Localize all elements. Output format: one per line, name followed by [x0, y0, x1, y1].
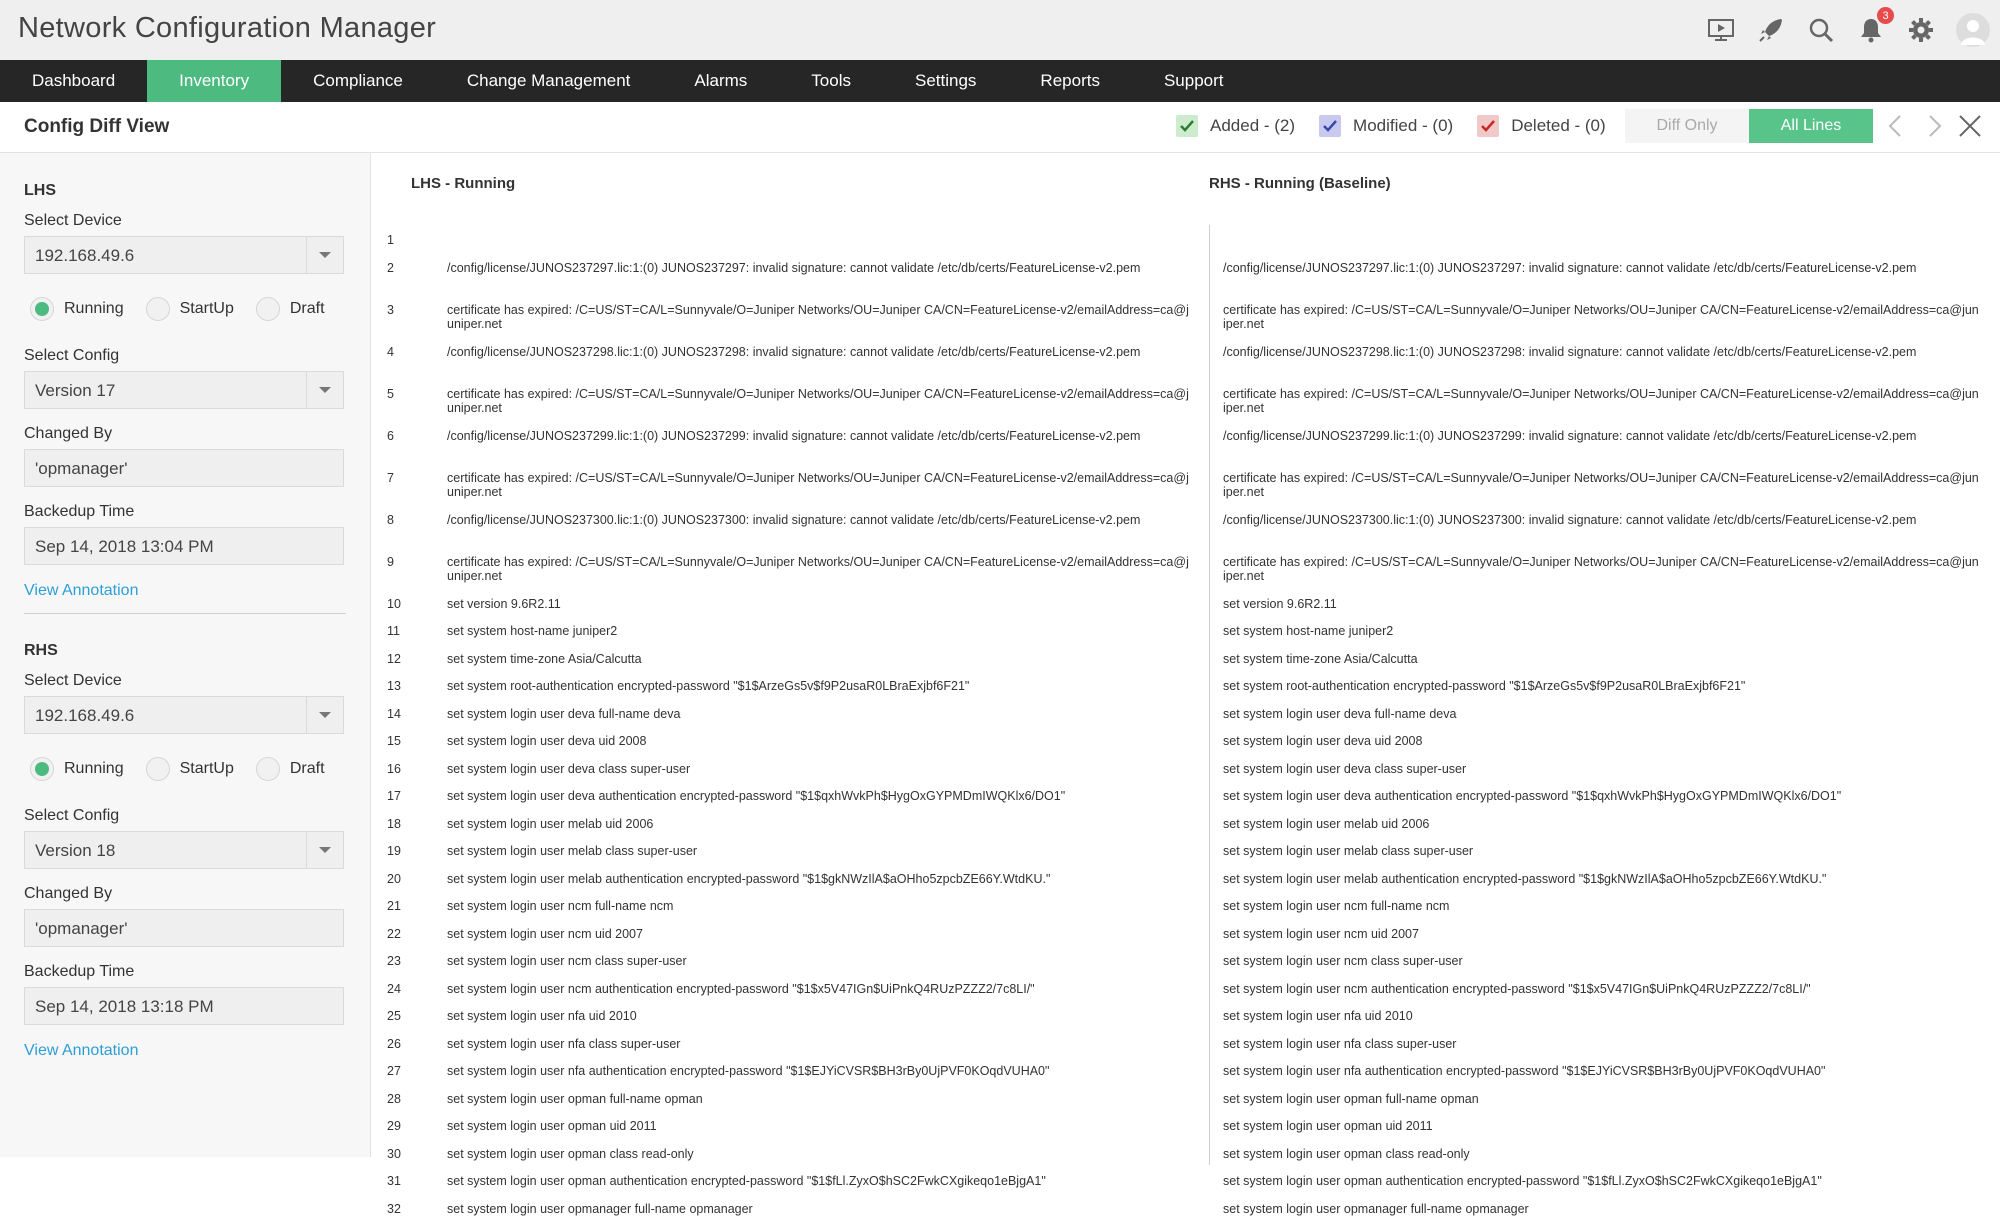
- diff-row: [371, 954, 2000, 982]
- nav-dashboard[interactable]: Dashboard: [0, 60, 147, 102]
- rhs-line-text: set system login user opman authentication encrypted-password "$1$fLl.ZyxO$hSC2FwkCXgikeqo1eBjgA1": [1223, 1174, 1981, 1188]
- line-number: 25: [387, 1009, 417, 1023]
- chevron-left-icon[interactable]: [1882, 112, 1910, 140]
- lhs-line-text: set system login user deva uid 2008: [447, 734, 1195, 748]
- diff-row: [371, 1009, 2000, 1037]
- lhs-line-text: certificate has expired: /C=US/ST=CA/L=Sunnyvale/O=Juniper Networks/OU=Juniper CA/CN=FeatureLicense-v2/emailAddress=ca@juniper.net: [447, 555, 1195, 583]
- rhs-changed-by-value: 'opmanager': [35, 919, 128, 939]
- line-number: 8: [387, 513, 417, 527]
- gear-icon[interactable]: [1906, 15, 1936, 45]
- deleted-checkbox[interactable]: [1477, 115, 1499, 137]
- rhs-radio-startup[interactable]: [146, 757, 234, 781]
- rhs-line-text: set system root-authentication encrypted-password "$1$ArzeGs5v$f9P2usaR0LBraExjbf6F21": [1223, 679, 1981, 693]
- sidebar-divider: [24, 613, 346, 614]
- line-number: 30: [387, 1147, 417, 1161]
- lhs-line-text: certificate has expired: /C=US/ST=CA/L=Sunnyvale/O=Juniper Networks/OU=Juniper CA/CN=FeatureLicense-v2/emailAddress=ca@juniper.net: [447, 303, 1195, 331]
- rhs-backup-time-label: Backedup Time: [24, 963, 134, 981]
- rhs-radio-running-label: Running: [64, 760, 124, 778]
- rhs-line-text: set system login user melab class super-user: [1223, 844, 1981, 858]
- diff-row: [371, 927, 2000, 955]
- rhs-line-text: set system login user deva authentication encrypted-password "$1$qxhWvkPh$HygOxGYPMDmIWQKlx6/DO1": [1223, 789, 1981, 803]
- lhs-line-text: set system login user opmanager full-name opmanager: [447, 1202, 1195, 1216]
- lhs-changed-by-label: Changed By: [24, 425, 112, 443]
- lhs-device-select[interactable]: [24, 236, 344, 274]
- rhs-changed-by-label: Changed By: [24, 885, 112, 903]
- line-number: 9: [387, 555, 417, 569]
- line-number: 5: [387, 387, 417, 401]
- diff-only-button[interactable]: Diff Only: [1625, 109, 1749, 143]
- chevron-right-icon[interactable]: [1920, 112, 1948, 140]
- rhs-line-text: set version 9.6R2.11: [1223, 597, 1981, 611]
- diff-row: [371, 1147, 2000, 1175]
- lhs-radio-draft[interactable]: [256, 297, 325, 321]
- diff-toolbar: [0, 102, 2000, 153]
- line-number: 14: [387, 707, 417, 721]
- rhs-line-text: set system login user deva uid 2008: [1223, 734, 1981, 748]
- line-number: 12: [387, 652, 417, 666]
- lhs-select-device-label: Select Device: [24, 212, 122, 230]
- lhs-changed-by-field: [24, 449, 344, 487]
- rhs-line-text: set system login user opmanager full-name opmanager: [1223, 1202, 1981, 1216]
- line-number: 18: [387, 817, 417, 831]
- avatar[interactable]: [1956, 13, 1990, 47]
- diff-row: [371, 707, 2000, 735]
- diff-row: [371, 982, 2000, 1010]
- page-title: Config Diff View: [24, 116, 169, 138]
- close-icon[interactable]: [1956, 112, 1984, 140]
- line-number: 7: [387, 471, 417, 485]
- line-number: 19: [387, 844, 417, 858]
- rhs-line-text: set system login user melab authentication encrypted-password "$1$gkNWzIlA$aOHho5zpcbZE66Y.WtdKU.": [1223, 872, 1981, 886]
- diff-row: [371, 1119, 2000, 1147]
- lhs-line-text: set system login user melab class super-user: [447, 844, 1195, 858]
- rhs-line-text: set system login user opman full-name opman: [1223, 1092, 1981, 1106]
- rhs-radio-draft[interactable]: [256, 757, 325, 781]
- rhs-line-text: set system login user opman uid 2011: [1223, 1119, 1981, 1133]
- radio-unchecked-icon[interactable]: [256, 757, 280, 781]
- line-number: 27: [387, 1064, 417, 1078]
- notification-badge: 3: [1877, 7, 1894, 24]
- line-number: 32: [387, 1202, 417, 1216]
- lhs-line-text: set system login user nfa class super-user: [447, 1037, 1195, 1051]
- lhs-config-type: [30, 297, 347, 321]
- diff-legend: [1176, 115, 1616, 137]
- lhs-line-text: set system login user nfa uid 2010: [447, 1009, 1195, 1023]
- nav-settings[interactable]: Settings: [883, 60, 1008, 102]
- rhs-line-text: set system login user ncm authentication encrypted-password "$1$x5V47IGn$UiPnkQ4RUzPZZZ2/7c8LI/": [1223, 982, 1981, 996]
- nav-alarms[interactable]: Alarms: [662, 60, 779, 102]
- diff-row: [371, 429, 2000, 471]
- lhs-line-text: /config/license/JUNOS237298.lic:1:(0) JUNOS237298: invalid signature: cannot validate /etc/db/certs/FeatureLicense-v2.pem: [447, 345, 1195, 359]
- diff-panel: [371, 153, 2000, 1157]
- rhs-device-select[interactable]: [24, 696, 344, 734]
- line-number: 11: [387, 624, 417, 638]
- rhs-line-text: set system time-zone Asia/Calcutta: [1223, 652, 1981, 666]
- chevron-down-icon[interactable]: [306, 697, 343, 733]
- lhs-radio-running[interactable]: [30, 297, 124, 321]
- lhs-line-text: set system login user ncm class super-user: [447, 954, 1195, 968]
- rhs-line-text: certificate has expired: /C=US/ST=CA/L=Sunnyvale/O=Juniper Networks/OU=Juniper CA/CN=FeatureLicense-v2/emailAddress=ca@juniper.net: [1223, 387, 1981, 415]
- rhs-line-text: set system host-name juniper2: [1223, 624, 1981, 638]
- diff-row: [371, 679, 2000, 707]
- line-number: 22: [387, 927, 417, 941]
- diff-row: [371, 624, 2000, 652]
- line-number: 16: [387, 762, 417, 776]
- rhs-line-text: /config/license/JUNOS237299.lic:1:(0) JUNOS237299: invalid signature: cannot validate /etc/db/certs/FeatureLicense-v2.pem: [1223, 429, 1981, 443]
- lhs-device-value: 192.168.49.6: [35, 246, 134, 266]
- rhs-select-device-label: Select Device: [24, 672, 122, 690]
- diff-row: [371, 899, 2000, 927]
- rhs-changed-by-field: [24, 909, 344, 947]
- rhs-device-value: 192.168.49.6: [35, 706, 134, 726]
- nav-compliance[interactable]: Compliance: [281, 60, 435, 102]
- deleted-label: Deleted - (0): [1511, 116, 1605, 136]
- diff-row: [371, 1174, 2000, 1202]
- lhs-line-text: set system time-zone Asia/Calcutta: [447, 652, 1195, 666]
- rhs-line-text: set system login user opman class read-only: [1223, 1147, 1981, 1161]
- added-label: Added - (2): [1210, 116, 1295, 136]
- rhs-title: RHS: [24, 642, 58, 660]
- rhs-backup-time-field: [24, 987, 344, 1025]
- rhs-line-text: /config/license/JUNOS237297.lic:1:(0) JUNOS237297: invalid signature: cannot validate /etc/db/certs/FeatureLicense-v2.pem: [1223, 261, 1981, 275]
- lhs-radio-startup[interactable]: [146, 297, 234, 321]
- lhs-line-text: set system login user ncm authentication encrypted-password "$1$x5V47IGn$UiPnkQ4RUzPZZZ2/7c8LI/": [447, 982, 1195, 996]
- line-number: 4: [387, 345, 417, 359]
- legend-modified[interactable]: [1319, 115, 1453, 137]
- lhs-line-text: set system login user opman class read-only: [447, 1147, 1195, 1161]
- lhs-line-text: set system login user opman uid 2011: [447, 1119, 1195, 1133]
- lhs-line-text: set system host-name juniper2: [447, 624, 1195, 638]
- line-number: 10: [387, 597, 417, 611]
- rocket-icon[interactable]: [1756, 15, 1786, 45]
- chevron-down-icon[interactable]: [306, 237, 343, 273]
- rhs-line-text: set system login user nfa authentication encrypted-password "$1$EJYiCVSR$BH3rBy0UjPVF0KOqdVUHA0": [1223, 1064, 1981, 1078]
- diff-row: [371, 513, 2000, 555]
- rhs-config-select[interactable]: [24, 831, 344, 869]
- diff-row: [371, 652, 2000, 680]
- lhs-line-text: /config/license/JUNOS237300.lic:1:(0) JUNOS237300: invalid signature: cannot validate /etc/db/certs/FeatureLicense-v2.pem: [447, 513, 1195, 527]
- lhs-line-text: set system login user deva class super-user: [447, 762, 1195, 776]
- line-number: 26: [387, 1037, 417, 1051]
- nav-change-management[interactable]: Change Management: [435, 60, 663, 102]
- radio-checked-icon[interactable]: [30, 757, 54, 781]
- rhs-line-text: set system login user ncm class super-user: [1223, 954, 1981, 968]
- radio-checked-icon[interactable]: [30, 297, 54, 321]
- rhs-line-text: certificate has expired: /C=US/ST=CA/L=Sunnyvale/O=Juniper Networks/OU=Juniper CA/CN=FeatureLicense-v2/emailAddress=ca@juniper.net: [1223, 555, 1981, 583]
- lhs-line-text: set system login user ncm uid 2007: [447, 927, 1195, 941]
- lhs-backup-time-label: Backedup Time: [24, 503, 134, 521]
- diff-row: [371, 844, 2000, 872]
- line-number: 20: [387, 872, 417, 886]
- main-nav: [0, 60, 2000, 102]
- diff-row: [371, 1037, 2000, 1065]
- lhs-line-text: /config/license/JUNOS237299.lic:1:(0) JUNOS237299: invalid signature: cannot validate /etc/db/certs/FeatureLicense-v2.pem: [447, 429, 1195, 443]
- rhs-radio-running[interactable]: [30, 757, 124, 781]
- lhs-changed-by-value: 'opmanager': [35, 459, 128, 479]
- diff-row: [371, 345, 2000, 387]
- diff-row: [371, 261, 2000, 303]
- lhs-line-text: certificate has expired: /C=US/ST=CA/L=Sunnyvale/O=Juniper Networks/OU=Juniper CA/CN=FeatureLicense-v2/emailAddress=ca@juniper.net: [447, 387, 1195, 415]
- rhs-line-text: set system login user deva full-name deva: [1223, 707, 1981, 721]
- line-number: 24: [387, 982, 417, 996]
- app-title: Network Configuration Manager: [18, 12, 436, 45]
- all-lines-button[interactable]: All Lines: [1749, 109, 1873, 143]
- legend-deleted[interactable]: [1477, 115, 1605, 137]
- lhs-config-select[interactable]: [24, 371, 344, 409]
- rhs-line-text: /config/license/JUNOS237298.lic:1:(0) JUNOS237298: invalid signature: cannot validate /etc/db/certs/FeatureLicense-v2.pem: [1223, 345, 1981, 359]
- rhs-config-value: Version 18: [35, 841, 115, 861]
- diff-row: [371, 387, 2000, 429]
- rhs-radio-startup-label: StartUp: [180, 760, 234, 778]
- lhs-line-text: set system login user nfa authentication encrypted-password "$1$EJYiCVSR$BH3rBy0UjPVF0KOqdVUHA0": [447, 1064, 1195, 1078]
- diff-row: [371, 233, 2000, 261]
- radio-unchecked-icon[interactable]: [146, 757, 170, 781]
- lhs-line-text: set system root-authentication encrypted-password "$1$ArzeGs5v$f9P2usaR0LBraExjbf6F21": [447, 679, 1195, 693]
- diff-row: [371, 555, 2000, 597]
- diff-row: [371, 789, 2000, 817]
- line-number: 29: [387, 1119, 417, 1133]
- line-number: 21: [387, 899, 417, 913]
- line-number: 17: [387, 789, 417, 803]
- lhs-line-text: set system login user opman full-name opman: [447, 1092, 1195, 1106]
- diff-row: [371, 1064, 2000, 1092]
- lhs-line-text: certificate has expired: /C=US/ST=CA/L=Sunnyvale/O=Juniper Networks/OU=Juniper CA/CN=FeatureLicense-v2/emailAddress=ca@juniper.net: [447, 471, 1195, 499]
- lhs-column-header: LHS - Running: [411, 175, 515, 192]
- chevron-down-icon[interactable]: [306, 832, 343, 868]
- lhs-line-text: set system login user ncm full-name ncm: [447, 899, 1195, 913]
- diff-row: [371, 734, 2000, 762]
- lhs-line-text: set system login user melab authentication encrypted-password "$1$gkNWzIlA$aOHho5zpcbZE66Y.WtdKU.": [447, 872, 1195, 886]
- line-number: 23: [387, 954, 417, 968]
- rhs-radio-draft-label: Draft: [290, 760, 325, 778]
- rhs-select-config-label: Select Config: [24, 807, 119, 825]
- lhs-line-text: set system login user opman authentication encrypted-password "$1$fLl.ZyxO$hSC2FwkCXgikeqo1eBjgA1": [447, 1174, 1195, 1188]
- radio-unchecked-icon[interactable]: [146, 297, 170, 321]
- legend-added[interactable]: [1176, 115, 1295, 137]
- diff-row: [371, 471, 2000, 513]
- line-number: 31: [387, 1174, 417, 1188]
- rhs-view-annotation-link[interactable]: View Annotation: [24, 1042, 138, 1060]
- nav-inventory[interactable]: Inventory: [147, 60, 281, 102]
- lhs-line-text: set system login user melab uid 2006: [447, 817, 1195, 831]
- diff-row: [371, 1092, 2000, 1120]
- rhs-line-text: set system login user melab uid 2006: [1223, 817, 1981, 831]
- modified-label: Modified - (0): [1353, 116, 1453, 136]
- diff-row: [371, 872, 2000, 900]
- rhs-line-text: set system login user nfa uid 2010: [1223, 1009, 1981, 1023]
- top-icons: [1706, 8, 1990, 52]
- line-number: 13: [387, 679, 417, 693]
- lhs-backup-time-field: [24, 527, 344, 565]
- lhs-radio-startup-label: StartUp: [180, 300, 234, 318]
- rhs-backup-time-value: Sep 14, 2018 13:18 PM: [35, 997, 214, 1017]
- diff-row: [371, 303, 2000, 345]
- nav-reports[interactable]: Reports: [1008, 60, 1132, 102]
- line-number: 6: [387, 429, 417, 443]
- line-number: 1: [387, 233, 417, 247]
- rhs-line-text: /config/license/JUNOS237300.lic:1:(0) JUNOS237300: invalid signature: cannot validate /etc/db/certs/FeatureLicense-v2.pem: [1223, 513, 1981, 527]
- line-number: 15: [387, 734, 417, 748]
- lhs-line-text: set version 9.6R2.11: [447, 597, 1195, 611]
- rhs-column-header: RHS - Running (Baseline): [1209, 175, 1391, 192]
- lhs-line-text: set system login user deva full-name deva: [447, 707, 1195, 721]
- top-bar: [0, 0, 2000, 61]
- modified-checkbox[interactable]: [1319, 115, 1341, 137]
- rhs-line-text: certificate has expired: /C=US/ST=CA/L=Sunnyvale/O=Juniper Networks/OU=Juniper CA/CN=FeatureLicense-v2/emailAddress=ca@juniper.net: [1223, 471, 1981, 499]
- rhs-line-text: set system login user deva class super-user: [1223, 762, 1981, 776]
- nav-tools[interactable]: Tools: [779, 60, 883, 102]
- lhs-line-text: set system login user deva authentication encrypted-password "$1$qxhWvkPh$HygOxGYPMDmIWQKlx6/DO1": [447, 789, 1195, 803]
- rhs-config-type: [30, 757, 347, 781]
- bell-icon[interactable]: [1856, 15, 1886, 45]
- diff-row: [371, 762, 2000, 790]
- search-icon[interactable]: [1806, 15, 1836, 45]
- lhs-title: LHS: [24, 182, 56, 200]
- rhs-line-text: set system login user ncm full-name ncm: [1223, 899, 1981, 913]
- lhs-config-value: Version 17: [35, 381, 115, 401]
- rhs-line-text: certificate has expired: /C=US/ST=CA/L=Sunnyvale/O=Juniper Networks/OU=Juniper CA/CN=FeatureLicense-v2/emailAddress=ca@juniper.net: [1223, 303, 1981, 331]
- radio-unchecked-icon[interactable]: [256, 297, 280, 321]
- lhs-backup-time-value: Sep 14, 2018 13:04 PM: [35, 537, 214, 557]
- lhs-view-annotation-link[interactable]: View Annotation: [24, 582, 138, 600]
- added-checkbox[interactable]: [1176, 115, 1198, 137]
- line-number: 3: [387, 303, 417, 317]
- chevron-down-icon[interactable]: [306, 372, 343, 408]
- line-number: 2: [387, 261, 417, 275]
- rhs-line-text: set system login user ncm uid 2007: [1223, 927, 1981, 941]
- diff-row: [371, 597, 2000, 625]
- lhs-line-text: /config/license/JUNOS237297.lic:1:(0) JUNOS237297: invalid signature: cannot validate /etc/db/certs/FeatureLicense-v2.pem: [447, 261, 1195, 275]
- lhs-select-config-label: Select Config: [24, 347, 119, 365]
- lhs-radio-draft-label: Draft: [290, 300, 325, 318]
- diff-row: [371, 1202, 2000, 1229]
- rhs-line-text: set system login user nfa class super-user: [1223, 1037, 1981, 1051]
- diff-row: [371, 817, 2000, 845]
- line-number: 28: [387, 1092, 417, 1106]
- screen-icon[interactable]: [1706, 15, 1736, 45]
- diff-sidebar: [0, 153, 371, 1157]
- lhs-radio-running-label: Running: [64, 300, 124, 318]
- nav-support[interactable]: Support: [1132, 60, 1256, 102]
